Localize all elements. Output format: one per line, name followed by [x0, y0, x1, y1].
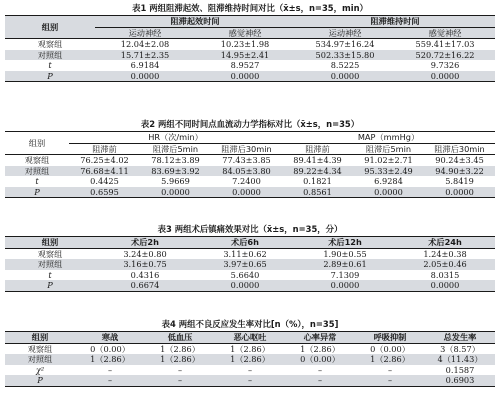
table-2-hr-header: HR（次/min）	[69, 132, 282, 144]
table-cell: –	[247, 364, 253, 375]
table-cell: –	[317, 364, 323, 375]
table-1-group-header: 组别	[5, 16, 95, 39]
table-cell: 0（0.00）	[75, 343, 145, 354]
table-1-onset-header: 阻滞起效时间	[95, 16, 295, 28]
table-cell: –	[355, 375, 425, 386]
table-cell: 559.41±17.03	[395, 39, 495, 50]
table-cell: 3.97±0.65	[223, 259, 267, 269]
table-cell: 95.33±2.49	[364, 165, 413, 176]
table-cell: 8.5225	[330, 60, 360, 70]
table-1-header-row	[5, 16, 495, 28]
table-row	[5, 176, 495, 187]
table-cell: 0.6903	[425, 375, 495, 386]
table-3-col-header: 术后12h	[295, 237, 395, 249]
table-cell: 78.12±3.89	[140, 155, 211, 166]
table-row	[5, 187, 495, 198]
table-cell: 0.0000	[140, 187, 211, 198]
table-row	[5, 280, 495, 291]
table-cell: 1.24±0.38	[395, 248, 495, 259]
table-cell: –	[215, 375, 285, 386]
row-label: 对照组	[24, 165, 50, 176]
table-cell: 2.89±0.61	[323, 259, 367, 269]
table-4-col-header: 呼吸抑制	[355, 332, 425, 344]
table-2-map-header: MAP（mmHg）	[282, 132, 495, 144]
table-cell: 5.6640	[230, 269, 260, 280]
table-1-block	[0, 2, 500, 82]
table-cell: 3.24±0.80	[95, 248, 195, 259]
table-4-col-header: 恶心呕吐	[215, 332, 285, 344]
table-2-group-header: 组别	[5, 132, 69, 155]
table-cell: 5.8419	[445, 176, 474, 186]
table-4-col-header: 总发生率	[425, 332, 495, 344]
table-cell: 8.0315	[430, 269, 460, 280]
table-3-col-header: 术后2h	[95, 237, 195, 249]
table-cell: 0.6595	[69, 187, 140, 198]
table-cell: 1.90±0.55	[295, 248, 395, 259]
table-4-col-header: 低血压	[145, 332, 215, 344]
table-cell: 91.02±2.71	[353, 155, 424, 166]
table-2-sub-header: 阻滞后30min	[221, 143, 272, 154]
table-row	[5, 39, 495, 50]
table-cell: 94.90±3.22	[435, 165, 484, 176]
table-1-sub-sensory-2: 感觉神经	[428, 27, 462, 38]
table-cell: 0.0000	[295, 71, 395, 82]
table-cell: 0.0000	[95, 71, 195, 82]
table-row	[5, 248, 495, 259]
table-cell: 4（11.43）	[437, 354, 483, 364]
table-cell: 6.9184	[130, 60, 160, 70]
table-cell: 520.72±16.22	[415, 49, 475, 60]
table-cell: 0（0.00）	[300, 354, 340, 364]
table-cell: 1（2.86）	[285, 343, 355, 354]
table-4-col-header: 心率异常	[285, 332, 355, 344]
row-label: t	[35, 176, 39, 186]
table-cell: 3.16±0.75	[123, 259, 167, 269]
table-cell: 534.97±16.24	[295, 39, 395, 50]
table-cell: 0.0000	[295, 280, 395, 291]
table-3-header-row	[5, 237, 495, 249]
table-2-sub-header: 阻滞后5min	[365, 143, 412, 154]
table-cell: 0.6674	[95, 280, 195, 291]
table-row	[5, 259, 495, 270]
table-cell: 0.1821	[303, 176, 332, 186]
table-cell: 84.05±3.80	[222, 165, 271, 176]
table-2-header-row	[5, 132, 495, 144]
table-cell: 1（2.86）	[160, 354, 200, 364]
row-label: t	[48, 60, 52, 70]
table-cell: 1（2.86）	[90, 354, 130, 364]
table-cell: 10.23±1.98	[195, 39, 295, 50]
table-2-sub-header: 阻滞后30min	[434, 143, 485, 154]
table-cell: 0.1587	[445, 364, 475, 375]
table-row	[5, 270, 495, 281]
table-row	[5, 50, 495, 61]
row-label: 对照组	[37, 49, 63, 60]
row-label: P	[5, 375, 75, 386]
table-cell: 3（8.57）	[425, 343, 495, 354]
table-cell: 0.0000	[395, 280, 495, 291]
table-cell: –	[285, 375, 355, 386]
table-3-block	[0, 223, 500, 292]
table-cell: 14.95±2.41	[220, 49, 270, 60]
row-label: 观察组	[5, 39, 95, 50]
table-2-subheader-row	[5, 143, 495, 155]
table-2	[5, 131, 495, 198]
table-2-sub-header: 阻滞前	[305, 143, 330, 154]
table-4-caption: 表4 两组不良反应发生率对比[n（%），n=35]	[161, 319, 339, 329]
row-label: P	[5, 187, 69, 198]
table-1	[5, 15, 495, 82]
table-cell: 1（2.86）	[215, 343, 285, 354]
table-row	[5, 365, 495, 376]
table-cell: –	[145, 375, 215, 386]
row-label: P	[5, 71, 95, 82]
table-cell: 2.05±0.46	[423, 259, 467, 269]
table-cell: 0.8561	[282, 187, 353, 198]
table-1-sub-sensory-1: 感觉神经	[228, 27, 262, 38]
table-cell: –	[107, 364, 113, 375]
table-cell: 76.68±4.11	[80, 165, 129, 176]
table-cell: –	[177, 364, 183, 375]
table-3-col-header: 术后24h	[395, 237, 495, 249]
table-cell: 15.71±2.35	[120, 49, 170, 60]
table-cell: 89.41±4.39	[282, 155, 353, 166]
table-cell: 5.9669	[161, 176, 190, 186]
table-row	[5, 166, 495, 177]
table-cell: 6.9284	[374, 176, 403, 186]
table-cell: 76.25±4.02	[69, 155, 140, 166]
table-2-block	[0, 118, 500, 198]
table-4-group-header: 组别	[5, 332, 75, 344]
table-row	[5, 375, 495, 386]
table-cell: 90.24±3.45	[424, 155, 495, 166]
table-cell: 0.0000	[195, 280, 295, 291]
table-cell: 0.4316	[130, 269, 160, 280]
table-1-sub-motor-1: 运动神经	[128, 27, 162, 38]
table-cell: 0.4425	[90, 176, 119, 186]
table-cell: 1（2.86）	[145, 343, 215, 354]
table-row	[5, 60, 495, 71]
row-label: 观察组	[5, 248, 95, 259]
table-1-duration-header: 阻滞维持时间	[295, 16, 495, 28]
table-cell: 77.43±3.85	[211, 155, 282, 166]
table-cell: 0.0000	[195, 71, 295, 82]
table-cell: 0.0000	[395, 71, 495, 82]
table-cell: 1（2.86）	[230, 354, 270, 364]
table-cell: 9.7326	[430, 60, 460, 70]
table-2-caption: 表2 两组不同时间点血流动力学指标对比（x̄±s，n=35）	[140, 119, 360, 129]
table-cell: 7.1309	[330, 269, 360, 280]
table-cell: 7.2400	[232, 176, 261, 186]
table-4	[5, 331, 495, 387]
table-cell: 3.11±0.62	[195, 248, 295, 259]
table-4-header-row	[5, 332, 495, 344]
table-row	[5, 71, 495, 82]
table-cell: –	[387, 364, 393, 375]
table-cell: 0.0000	[353, 187, 424, 198]
table-cell: 12.04±2.08	[95, 39, 195, 50]
row-label: t	[48, 269, 52, 280]
table-3-group-header: 组别	[5, 237, 95, 249]
row-label: 观察组	[5, 155, 69, 166]
table-2-sub-header: 阻滞前	[92, 143, 117, 154]
table-1-sub-motor-2: 运动神经	[328, 27, 362, 38]
row-label: 对照组	[27, 354, 53, 364]
table-2-sub-header: 阻滞后5min	[152, 143, 199, 154]
table-cell: 0.0000	[424, 187, 495, 198]
table-cell: 0（0.00）	[355, 343, 425, 354]
row-label: χ²	[35, 364, 45, 375]
table-cell: 89.22±4.34	[293, 165, 342, 176]
table-3	[5, 236, 495, 292]
row-label: 观察组	[5, 343, 75, 354]
table-cell: 83.69±3.92	[151, 165, 200, 176]
table-1-caption: 表1 两组阻滞起效、阻滞维持时间对比（x̄±s，n=35，min）	[132, 3, 368, 13]
table-row	[5, 155, 495, 166]
table-cell: 1（2.86）	[370, 354, 410, 364]
row-label: 对照组	[37, 259, 63, 269]
table-row	[5, 354, 495, 365]
table-3-caption: 表3 两组术后镇痛效果对比（x̄±s，n=35，分）	[157, 224, 343, 234]
table-cell: 8.9527	[230, 60, 260, 70]
table-4-block	[0, 318, 500, 387]
table-4-col-header: 寒战	[75, 332, 145, 344]
table-row	[5, 343, 495, 354]
table-cell: 502.33±15.80	[315, 49, 375, 60]
row-label: P	[5, 280, 95, 291]
table-cell: –	[75, 375, 145, 386]
table-cell: 0.0000	[211, 187, 282, 198]
table-3-col-header: 术后6h	[195, 237, 295, 249]
